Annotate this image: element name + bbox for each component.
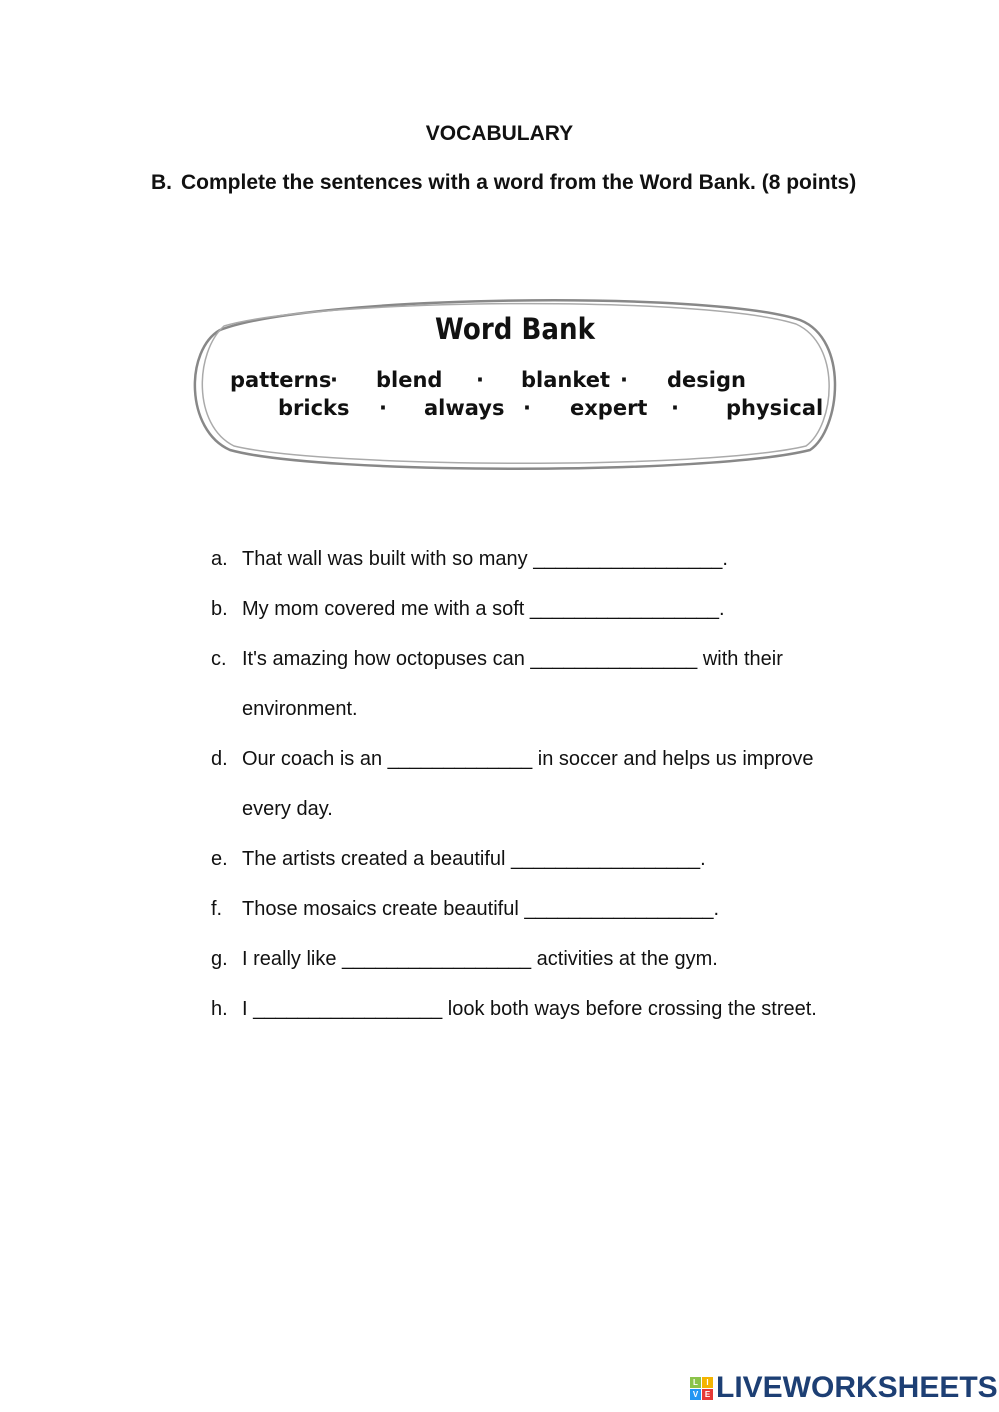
separator: · <box>330 368 338 392</box>
item-letter: a. <box>211 548 228 570</box>
separator: · <box>379 396 387 420</box>
sentence-text: Those mosaics create beautiful _________________. <box>242 898 720 920</box>
logo-tile: I <box>702 1377 713 1388</box>
word-blend: blend <box>376 368 443 392</box>
sentence-text: The artists created a beautiful _________________. <box>242 848 706 870</box>
list-item <box>211 984 891 1034</box>
word-blanket: blanket <box>521 368 611 392</box>
sentence-text-continued: environment. <box>242 698 358 720</box>
list-item <box>211 884 891 934</box>
sentence-text: Our coach is an _____________ in soccer and helps us improve <box>242 748 814 770</box>
list-item <box>211 534 891 584</box>
sentence-text: I really like _________________ activities at the gym. <box>242 948 718 970</box>
instruction-label: B. <box>151 171 172 194</box>
word-design: design <box>667 368 746 392</box>
word-always: always <box>424 396 505 420</box>
sentence-text: I _________________ look both ways before crossing the street. <box>242 998 817 1020</box>
word-expert: expert <box>570 396 648 420</box>
item-letter: g. <box>211 948 228 970</box>
item-letter: e. <box>211 848 228 870</box>
separator: · <box>620 368 628 392</box>
item-letter: f. <box>211 898 223 920</box>
instruction-text: Complete the sentences with a word from the Word Bank. (8 points) <box>181 171 857 194</box>
item-letter: b. <box>211 598 228 620</box>
logo-text: LIVEWORKSHEETS <box>716 1371 998 1404</box>
list-item <box>211 734 891 834</box>
liveworksheets-logo <box>690 1372 998 1404</box>
word-physical: physical <box>726 396 824 420</box>
item-letter: c. <box>211 648 227 670</box>
list-item <box>211 934 891 984</box>
word-bank-heading: Word Bank <box>435 312 595 346</box>
section-title: VOCABULARY <box>425 122 574 145</box>
logo-tiles-icon <box>690 1377 713 1400</box>
separator: · <box>523 396 531 420</box>
sentence-text: It's amazing how octopuses can _______________ with their <box>242 648 783 670</box>
word-patterns: patterns <box>230 368 332 392</box>
list-item <box>211 584 891 634</box>
list-item <box>211 634 891 734</box>
instruction <box>151 162 871 203</box>
sentence-list <box>211 534 891 1034</box>
separator: · <box>671 396 679 420</box>
item-letter: h. <box>211 998 228 1020</box>
sentence-text: My mom covered me with a soft _________________. <box>242 598 725 620</box>
word-bricks: bricks <box>278 396 350 420</box>
separator: · <box>476 368 484 392</box>
item-letter: d. <box>211 748 228 770</box>
logo-tile: E <box>702 1389 713 1400</box>
list-item <box>211 834 891 884</box>
word-bank <box>190 290 840 475</box>
logo-tile: L <box>690 1377 701 1388</box>
sentence-text-continued: every day. <box>242 798 333 820</box>
sentence-text: That wall was built with so many _________________. <box>242 548 728 570</box>
logo-tile: V <box>690 1389 701 1400</box>
